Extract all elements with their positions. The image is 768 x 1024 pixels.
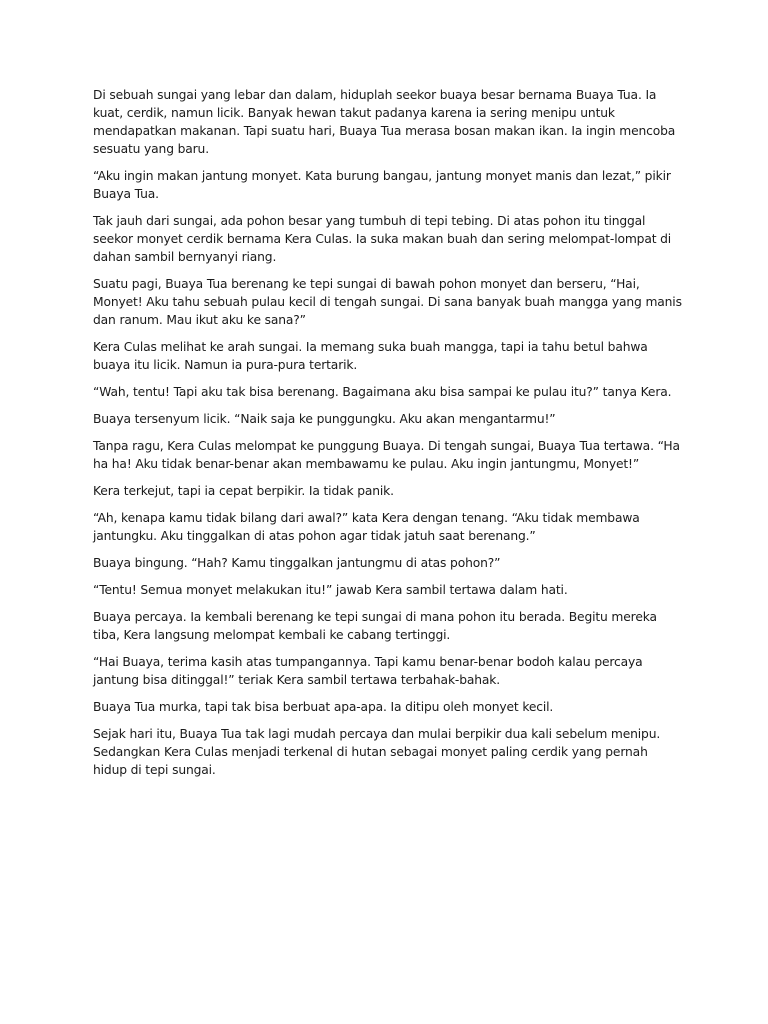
paragraph: Buaya percaya. Ia kembali berenang ke tepi sungai di mana pohon itu berada. Begitu mereka tiba, Kera langsung melompat kembali ke cabang tertinggi. (93, 610, 657, 642)
paragraph: Tak jauh dari sungai, ada pohon besar yang tumbuh di tepi tebing. Di atas pohon itu tinggal seekor monyet cerdik bernama Kera Culas. Ia suka makan buah dan sering melompat-lompat di dahan sambil bernyanyi riang. (93, 214, 672, 264)
paragraph: “Wah, tentu! Tapi aku tak bisa berenang. Bagaimana aku bisa sampai ke pulau itu?” tanya Kera. (93, 385, 672, 399)
paragraph: Buaya bingung. “Hah? Kamu tinggalkan jantungmu di atas pohon?” (93, 556, 501, 570)
paragraph: “Aku ingin makan jantung monyet. Kata burung bangau, jantung monyet manis dan lezat,” pikir Buaya Tua. (93, 169, 671, 201)
paragraph: Di sebuah sungai yang lebar dan dalam, hiduplah seekor buaya besar bernama Buaya Tua. Ia kuat, cerdik, namun licik. Banyak hewan takut padanya karena ia sering menipu untuk mendapatkan makanan. Tapi suatu hari, Buaya Tua merasa bosan makan ikan. Ia ingin mencoba sesuatu yang baru. (93, 88, 676, 156)
paragraph: “Tentu! Semua monyet melakukan itu!” jawab Kera sambil tertawa dalam hati. (93, 583, 568, 597)
paragraph: “Hai Buaya, terima kasih atas tumpangannya. Tapi kamu benar-benar bodoh kalau percaya jantung bisa ditinggal!” teriak Kera sambil tertawa terbahak-bahak. (93, 655, 643, 687)
paragraph: Tanpa ragu, Kera Culas melompat ke punggung Buaya. Di tengah sungai, Buaya Tua tertawa. “Ha ha ha! Aku tidak benar-benar akan membawamu ke pulau. Aku ingin jantungmu, Monyet!” (93, 439, 680, 471)
paragraph: Sejak hari itu, Buaya Tua tak lagi mudah percaya dan mulai berpikir dua kali sebelum menipu. Sedangkan Kera Culas menjadi terkenal di hutan sebagai monyet paling cerdik yang pernah hidup di tepi sungai. (93, 727, 661, 777)
paragraph: Buaya Tua murka, tapi tak bisa berbuat apa-apa. Ia ditipu oleh monyet kecil. (93, 700, 554, 714)
paragraph: Suatu pagi, Buaya Tua berenang ke tepi sungai di bawah pohon monyet dan berseru, “Hai, Monyet! Aku tahu sebuah pulau kecil di tengah sungai. Di sana banyak buah mangga yang manis dan ranum. Mau ikut aku ke sana?” (93, 277, 682, 327)
paragraph: “Ah, kenapa kamu tidak bilang dari awal?” kata Kera dengan tenang. “Aku tidak membawa jantungku. Aku tinggalkan di atas pohon agar tidak jatuh saat berenang.” (93, 511, 640, 543)
document-body (93, 86, 685, 788)
paragraph: Kera Culas melihat ke arah sungai. Ia memang suka buah mangga, tapi ia tahu betul bahwa buaya itu licik. Namun ia pura-pura tertarik. (93, 340, 648, 372)
paragraph: Buaya tersenyum licik. “Naik saja ke punggungku. Aku akan mengantarmu!” (93, 412, 556, 426)
paragraph: Kera terkejut, tapi ia cepat berpikir. Ia tidak panik. (93, 484, 394, 498)
